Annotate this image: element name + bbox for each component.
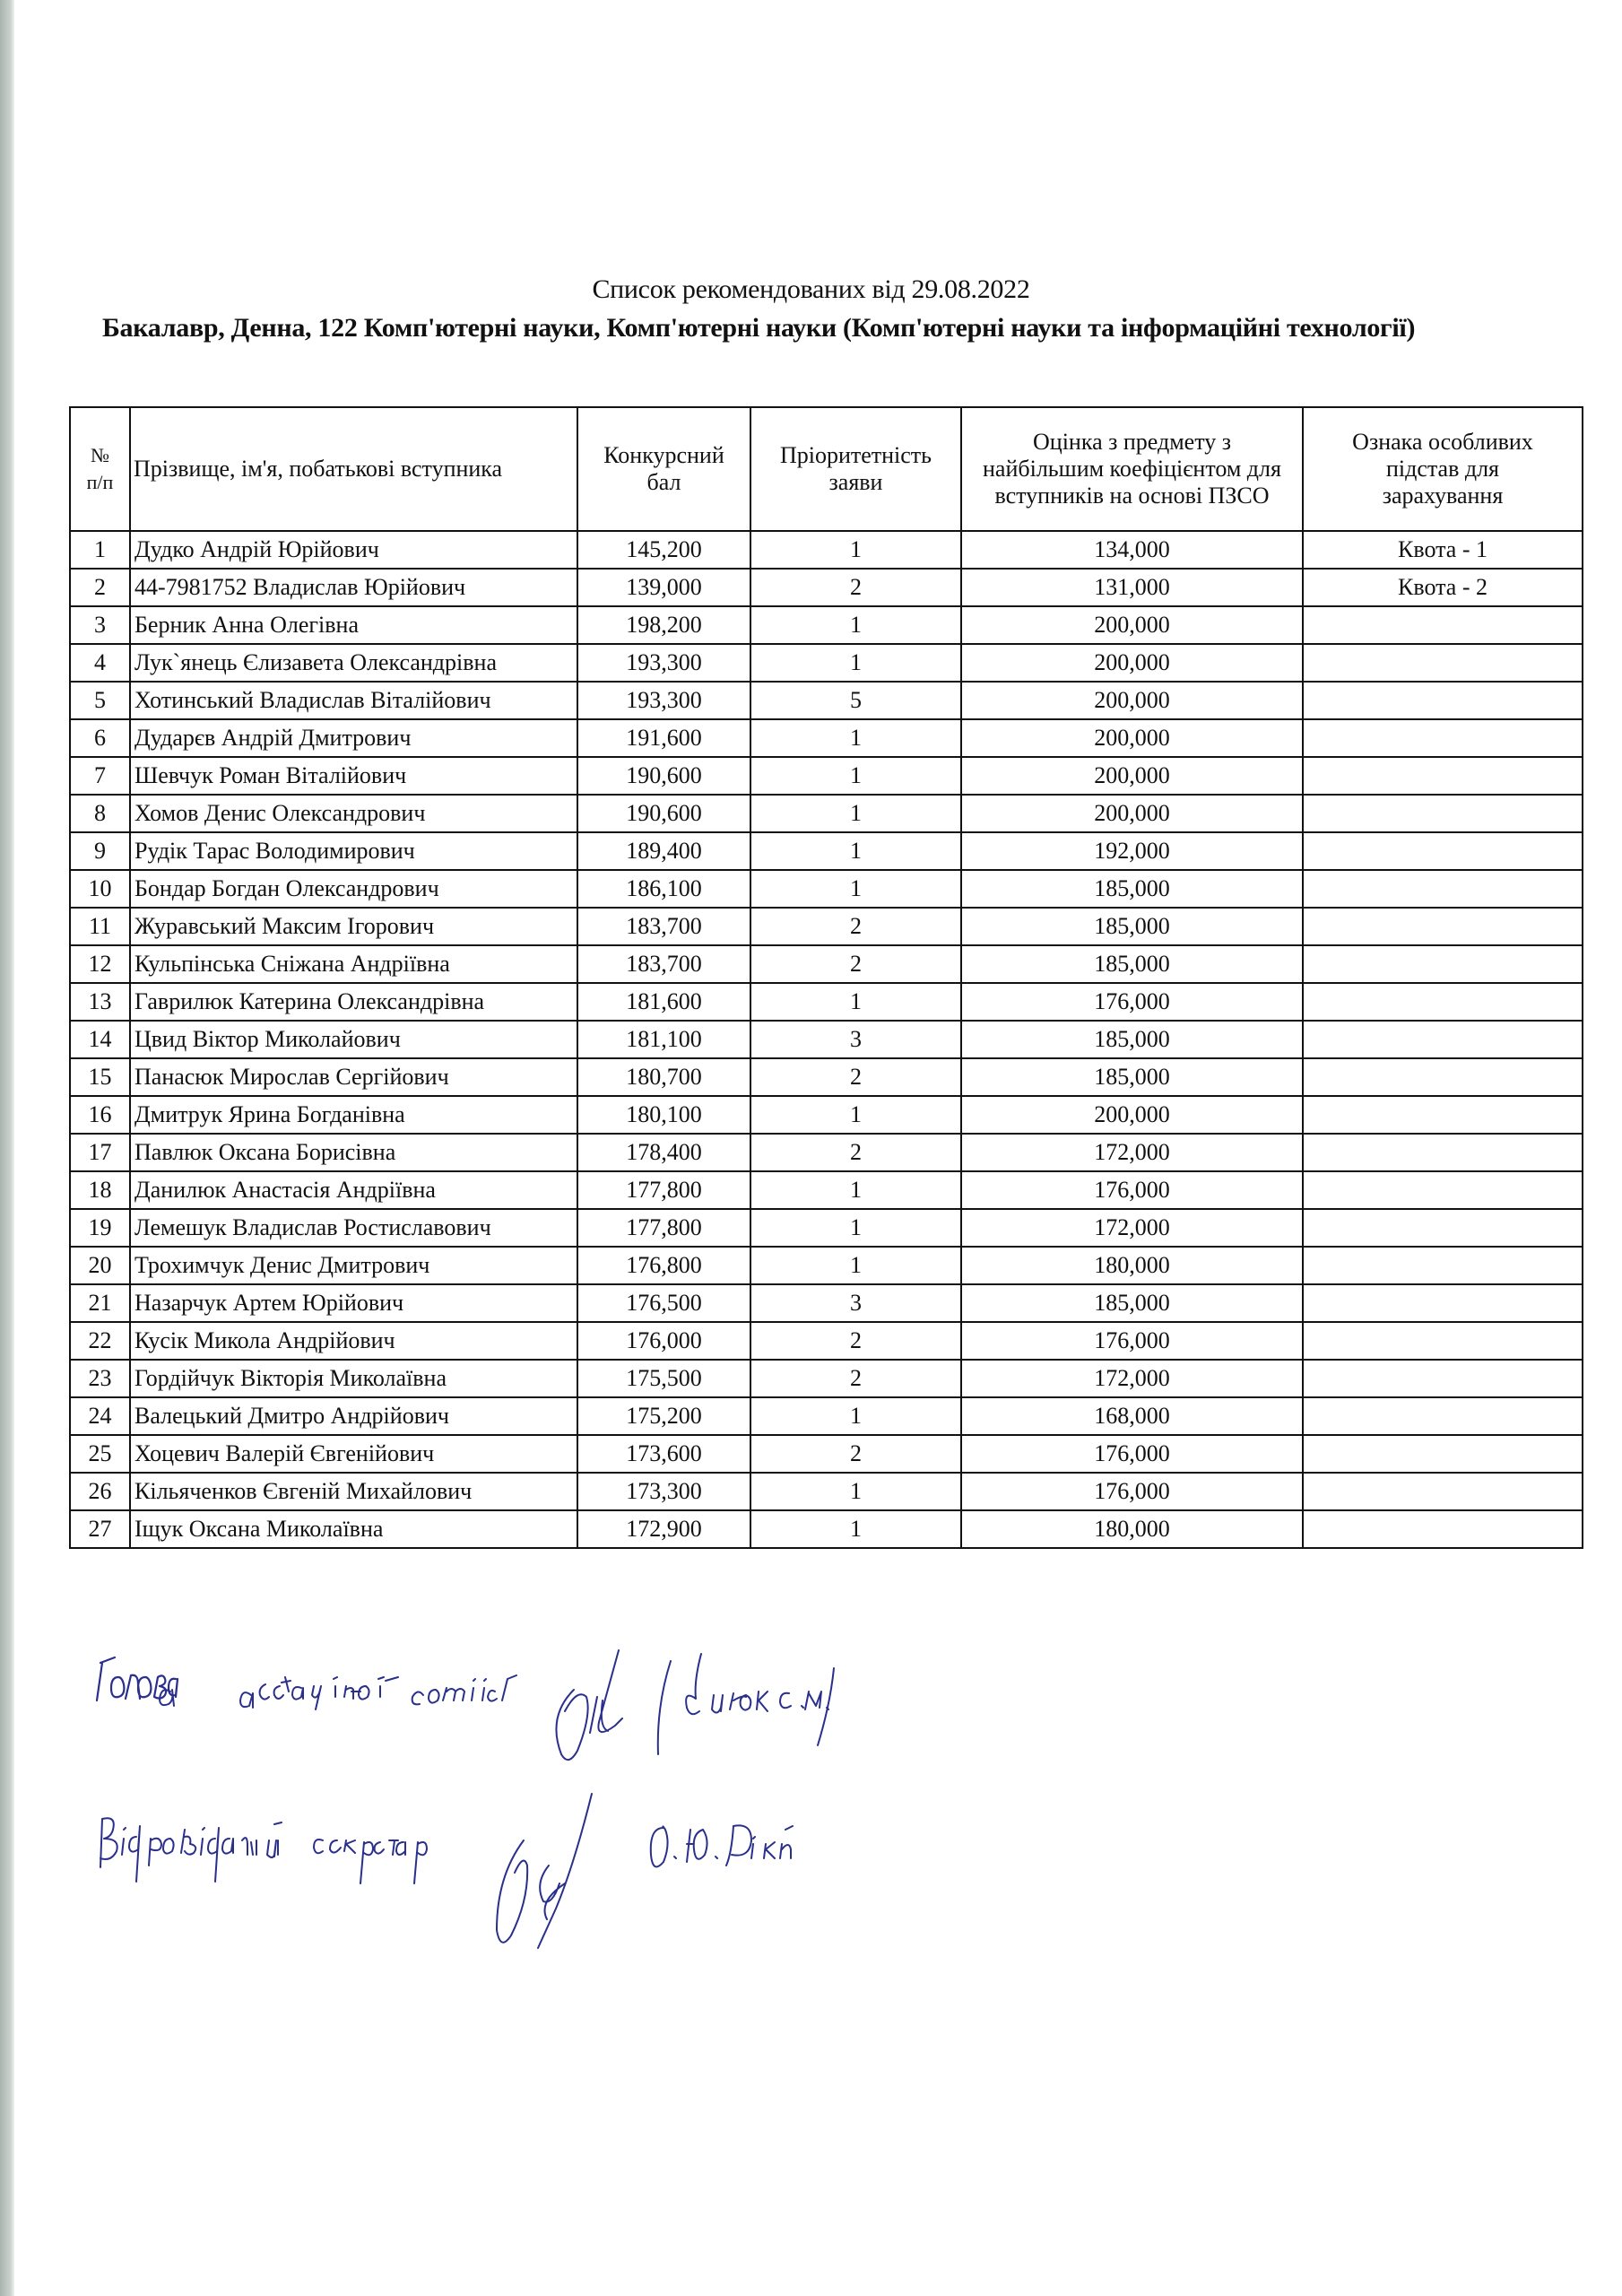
cell-number: 4 (70, 644, 130, 682)
cell-applicant-name: Дудко Андрій Юрійович (130, 531, 577, 569)
cell-application-priority: 3 (750, 1021, 961, 1058)
table-row (70, 1096, 1583, 1134)
table-row (70, 870, 1583, 908)
cell-number: 11 (70, 908, 130, 945)
cell-pzso-grade: 200,000 (961, 644, 1303, 682)
table-row (70, 1209, 1583, 1247)
cell-special-grounds (1303, 832, 1583, 870)
table-header-row (70, 407, 1583, 531)
cell-application-priority: 1 (750, 531, 961, 569)
cell-competitive-score: 198,200 (577, 606, 750, 644)
cell-applicant-name: Кусік Микола Андрійович (130, 1322, 577, 1360)
table-row (70, 682, 1583, 719)
cell-application-priority: 2 (750, 1360, 961, 1397)
cell-number: 19 (70, 1209, 130, 1247)
cell-application-priority: 1 (750, 870, 961, 908)
cell-application-priority: 1 (750, 795, 961, 832)
cell-competitive-score: 190,600 (577, 795, 750, 832)
cell-number: 6 (70, 719, 130, 757)
cell-pzso-grade: 200,000 (961, 757, 1303, 795)
cell-competitive-score: 177,800 (577, 1209, 750, 1247)
cell-competitive-score: 181,600 (577, 983, 750, 1021)
cell-number: 16 (70, 1096, 130, 1134)
cell-applicant-name: Цвид Віктор Миколайович (130, 1021, 577, 1058)
header-special-grounds: Ознака особливих підстав для зарахування (1303, 407, 1583, 531)
table-row (70, 719, 1583, 757)
cell-special-grounds (1303, 1134, 1583, 1171)
table-row (70, 531, 1583, 569)
cell-special-grounds (1303, 908, 1583, 945)
cell-pzso-grade: 176,000 (961, 983, 1303, 1021)
cell-pzso-grade: 134,000 (961, 531, 1303, 569)
cell-competitive-score: 176,000 (577, 1322, 750, 1360)
cell-applicant-name: Лемешук Владислав Ростиславович (130, 1209, 577, 1247)
table-row (70, 1171, 1583, 1209)
cell-number: 22 (70, 1322, 130, 1360)
cell-special-grounds (1303, 795, 1583, 832)
cell-special-grounds (1303, 1360, 1583, 1397)
table-row (70, 644, 1583, 682)
header-number (70, 407, 130, 531)
cell-pzso-grade: 200,000 (961, 719, 1303, 757)
cell-application-priority: 2 (750, 1435, 961, 1473)
cell-applicant-name: Берник Анна Олегівна (130, 606, 577, 644)
cell-special-grounds (1303, 719, 1583, 757)
cell-application-priority: 1 (750, 1473, 961, 1510)
cell-application-priority: 3 (750, 1284, 961, 1322)
cell-competitive-score: 193,300 (577, 644, 750, 682)
cell-applicant-name: Рудік Тарас Володимирович (130, 832, 577, 870)
cell-application-priority: 1 (750, 1171, 961, 1209)
cell-number: 1 (70, 531, 130, 569)
cell-pzso-grade: 168,000 (961, 1397, 1303, 1435)
cell-special-grounds (1303, 945, 1583, 983)
cell-applicant-name: Бондар Богдан Олександрович (130, 870, 577, 908)
cell-application-priority: 1 (750, 832, 961, 870)
cell-application-priority: 1 (750, 644, 961, 682)
table-row (70, 569, 1583, 606)
cell-competitive-score: 181,100 (577, 1021, 750, 1058)
table-row (70, 795, 1583, 832)
table-row (70, 1247, 1583, 1284)
cell-applicant-name: Павлюк Оксана Борисівна (130, 1134, 577, 1171)
chair-handwriting (97, 1657, 178, 1700)
header-priority: Пріоритетність заяви (750, 407, 961, 531)
cell-applicant-name: Назарчук Артем Юрійович (130, 1284, 577, 1322)
document-subtitle: Бакалавр, Денна, 122 Комп'ютерні науки, Комп'ютерні науки (Комп'ютерні науки та інформаційні технології) (102, 313, 1416, 343)
cell-number: 3 (70, 606, 130, 644)
cell-application-priority: 1 (750, 719, 961, 757)
cell-competitive-score: 190,600 (577, 757, 750, 795)
table-row (70, 983, 1583, 1021)
cell-pzso-grade: 131,000 (961, 569, 1303, 606)
cell-competitive-score: 177,800 (577, 1171, 750, 1209)
cell-number: 10 (70, 870, 130, 908)
cell-application-priority: 1 (750, 1397, 961, 1435)
cell-applicant-name: Кільяченков Євгеній Михайлович (130, 1473, 577, 1510)
cell-competitive-score: 175,500 (577, 1360, 750, 1397)
cell-special-grounds (1303, 983, 1583, 1021)
cell-application-priority: 1 (750, 757, 961, 795)
cell-number: 14 (70, 1021, 130, 1058)
cell-number: 24 (70, 1397, 130, 1435)
cell-number: 12 (70, 945, 130, 983)
cell-special-grounds: Квота - 2 (1303, 569, 1583, 606)
cell-applicant-name: Кульпінська Сніжана Андріївна (130, 945, 577, 983)
cell-number: 26 (70, 1473, 130, 1510)
cell-applicant-name: Гаврилюк Катерина Олександрівна (130, 983, 577, 1021)
cell-special-grounds (1303, 1473, 1583, 1510)
cell-competitive-score: 145,200 (577, 531, 750, 569)
cell-number: 23 (70, 1360, 130, 1397)
cell-pzso-grade: 185,000 (961, 945, 1303, 983)
cell-number: 18 (70, 1171, 130, 1209)
cell-application-priority: 2 (750, 1134, 961, 1171)
table-row (70, 757, 1583, 795)
secretary-handwriting (100, 1794, 793, 1948)
cell-applicant-name: Данилюк Анастасія Андріївна (130, 1171, 577, 1209)
table-row (70, 1021, 1583, 1058)
table-row (70, 1058, 1583, 1096)
cell-pzso-grade: 172,000 (961, 1209, 1303, 1247)
cell-special-grounds (1303, 1171, 1583, 1209)
cell-applicant-name: Шевчук Роман Віталійович (130, 757, 577, 795)
cell-special-grounds (1303, 1322, 1583, 1360)
cell-number: 8 (70, 795, 130, 832)
cell-pzso-grade: 172,000 (961, 1360, 1303, 1397)
cell-competitive-score: 191,600 (577, 719, 750, 757)
cell-pzso-grade: 180,000 (961, 1510, 1303, 1548)
cell-applicant-name: Хомов Денис Олександрович (130, 795, 577, 832)
table-row (70, 832, 1583, 870)
cell-special-grounds (1303, 1435, 1583, 1473)
table-row (70, 1435, 1583, 1473)
cell-number: 9 (70, 832, 130, 870)
cell-competitive-score: 173,600 (577, 1435, 750, 1473)
cell-competitive-score: 180,100 (577, 1096, 750, 1134)
chair-text-strokes (160, 1650, 834, 1760)
cell-application-priority: 5 (750, 682, 961, 719)
cell-number: 17 (70, 1134, 130, 1171)
table-row (70, 1360, 1583, 1397)
cell-special-grounds (1303, 1209, 1583, 1247)
cell-number: 7 (70, 757, 130, 795)
recommended-list-table (69, 406, 1583, 1549)
cell-competitive-score: 175,200 (577, 1397, 750, 1435)
cell-special-grounds (1303, 870, 1583, 908)
cell-applicant-name: Дмитрук Ярина Богданівна (130, 1096, 577, 1134)
cell-competitive-score: 139,000 (577, 569, 750, 606)
cell-special-grounds: Квота - 1 (1303, 531, 1583, 569)
cell-pzso-grade: 185,000 (961, 1284, 1303, 1322)
header-name: Прізвище, ім'я, побатькові вступника (130, 407, 577, 531)
header-pzso-grade: Оцінка з предмету з найбільшим коефіцієнтом для вступників на основі ПЗСО (961, 407, 1303, 531)
cell-applicant-name: Хотинський Владислав Віталійович (130, 682, 577, 719)
cell-applicant-name: Журавський Максим Ігорович (130, 908, 577, 945)
cell-application-priority: 2 (750, 1322, 961, 1360)
table-row (70, 945, 1583, 983)
cell-pzso-grade: 192,000 (961, 832, 1303, 870)
cell-applicant-name: Хоцевич Валерій Євгенійович (130, 1435, 577, 1473)
cell-applicant-name: Гордійчук Вікторія Миколаївна (130, 1360, 577, 1397)
cell-pzso-grade: 185,000 (961, 1021, 1303, 1058)
cell-pzso-grade: 180,000 (961, 1247, 1303, 1284)
cell-application-priority: 1 (750, 606, 961, 644)
cell-pzso-grade: 200,000 (961, 1096, 1303, 1134)
cell-pzso-grade: 200,000 (961, 606, 1303, 644)
cell-number: 5 (70, 682, 130, 719)
cell-competitive-score: 193,300 (577, 682, 750, 719)
cell-number: 2 (70, 569, 130, 606)
cell-special-grounds (1303, 1058, 1583, 1096)
table-row (70, 1397, 1583, 1435)
cell-competitive-score: 189,400 (577, 832, 750, 870)
cell-special-grounds (1303, 644, 1583, 682)
cell-special-grounds (1303, 757, 1583, 795)
cell-applicant-name: Дударєв Андрій Дмитрович (130, 719, 577, 757)
signatures-block (0, 1614, 1622, 1973)
table-row (70, 1322, 1583, 1360)
cell-pzso-grade: 185,000 (961, 908, 1303, 945)
cell-pzso-grade: 200,000 (961, 795, 1303, 832)
header-score: Конкурсний бал (577, 407, 750, 531)
cell-pzso-grade: 176,000 (961, 1322, 1303, 1360)
cell-applicant-name: 44-7981752 Владислав Юрійович (130, 569, 577, 606)
cell-competitive-score: 186,100 (577, 870, 750, 908)
table-row (70, 1134, 1583, 1171)
cell-application-priority: 2 (750, 908, 961, 945)
cell-applicant-name: Валецький Дмитро Андрійович (130, 1397, 577, 1435)
cell-applicant-name: Трохимчук Денис Дмитрович (130, 1247, 577, 1284)
cell-application-priority: 1 (750, 983, 961, 1021)
cell-special-grounds (1303, 1397, 1583, 1435)
cell-competitive-score: 176,800 (577, 1247, 750, 1284)
document-title: Список рекомендованих від 29.08.2022 (592, 274, 1030, 304)
cell-number: 20 (70, 1247, 130, 1284)
table-row (70, 606, 1583, 644)
cell-competitive-score: 180,700 (577, 1058, 750, 1096)
table-row (70, 1473, 1583, 1510)
cell-number: 21 (70, 1284, 130, 1322)
cell-application-priority: 2 (750, 945, 961, 983)
cell-pzso-grade: 176,000 (961, 1473, 1303, 1510)
cell-application-priority: 2 (750, 569, 961, 606)
table-row (70, 1284, 1583, 1322)
cell-special-grounds (1303, 1021, 1583, 1058)
cell-competitive-score: 176,500 (577, 1284, 750, 1322)
cell-special-grounds (1303, 1510, 1583, 1548)
header-number-sign: № (91, 444, 109, 466)
cell-pzso-grade: 185,000 (961, 870, 1303, 908)
cell-number: 15 (70, 1058, 130, 1096)
table-row (70, 1510, 1583, 1548)
cell-special-grounds (1303, 682, 1583, 719)
cell-applicant-name: Лук`янець Єлизавета Олександрівна (130, 644, 577, 682)
cell-competitive-score: 173,300 (577, 1473, 750, 1510)
cell-pzso-grade: 176,000 (961, 1435, 1303, 1473)
cell-special-grounds (1303, 1284, 1583, 1322)
cell-application-priority: 1 (750, 1247, 961, 1284)
cell-number: 25 (70, 1435, 130, 1473)
cell-applicant-name: Іщук Оксана Миколаївна (130, 1510, 577, 1548)
cell-application-priority: 1 (750, 1510, 961, 1548)
cell-pzso-grade: 176,000 (961, 1171, 1303, 1209)
table-row (70, 908, 1583, 945)
cell-special-grounds (1303, 1247, 1583, 1284)
cell-pzso-grade: 172,000 (961, 1134, 1303, 1171)
cell-number: 27 (70, 1510, 130, 1548)
cell-application-priority: 1 (750, 1209, 961, 1247)
cell-pzso-grade: 185,000 (961, 1058, 1303, 1096)
cell-application-priority: 2 (750, 1058, 961, 1096)
cell-competitive-score: 183,700 (577, 908, 750, 945)
cell-competitive-score: 178,400 (577, 1134, 750, 1171)
cell-number: 13 (70, 983, 130, 1021)
cell-application-priority: 1 (750, 1096, 961, 1134)
cell-competitive-score: 172,900 (577, 1510, 750, 1548)
header-number-abbr: п/п (86, 471, 114, 493)
cell-applicant-name: Панасюк Мирослав Сергійович (130, 1058, 577, 1096)
cell-pzso-grade: 200,000 (961, 682, 1303, 719)
cell-competitive-score: 183,700 (577, 945, 750, 983)
cell-special-grounds (1303, 606, 1583, 644)
cell-special-grounds (1303, 1096, 1583, 1134)
